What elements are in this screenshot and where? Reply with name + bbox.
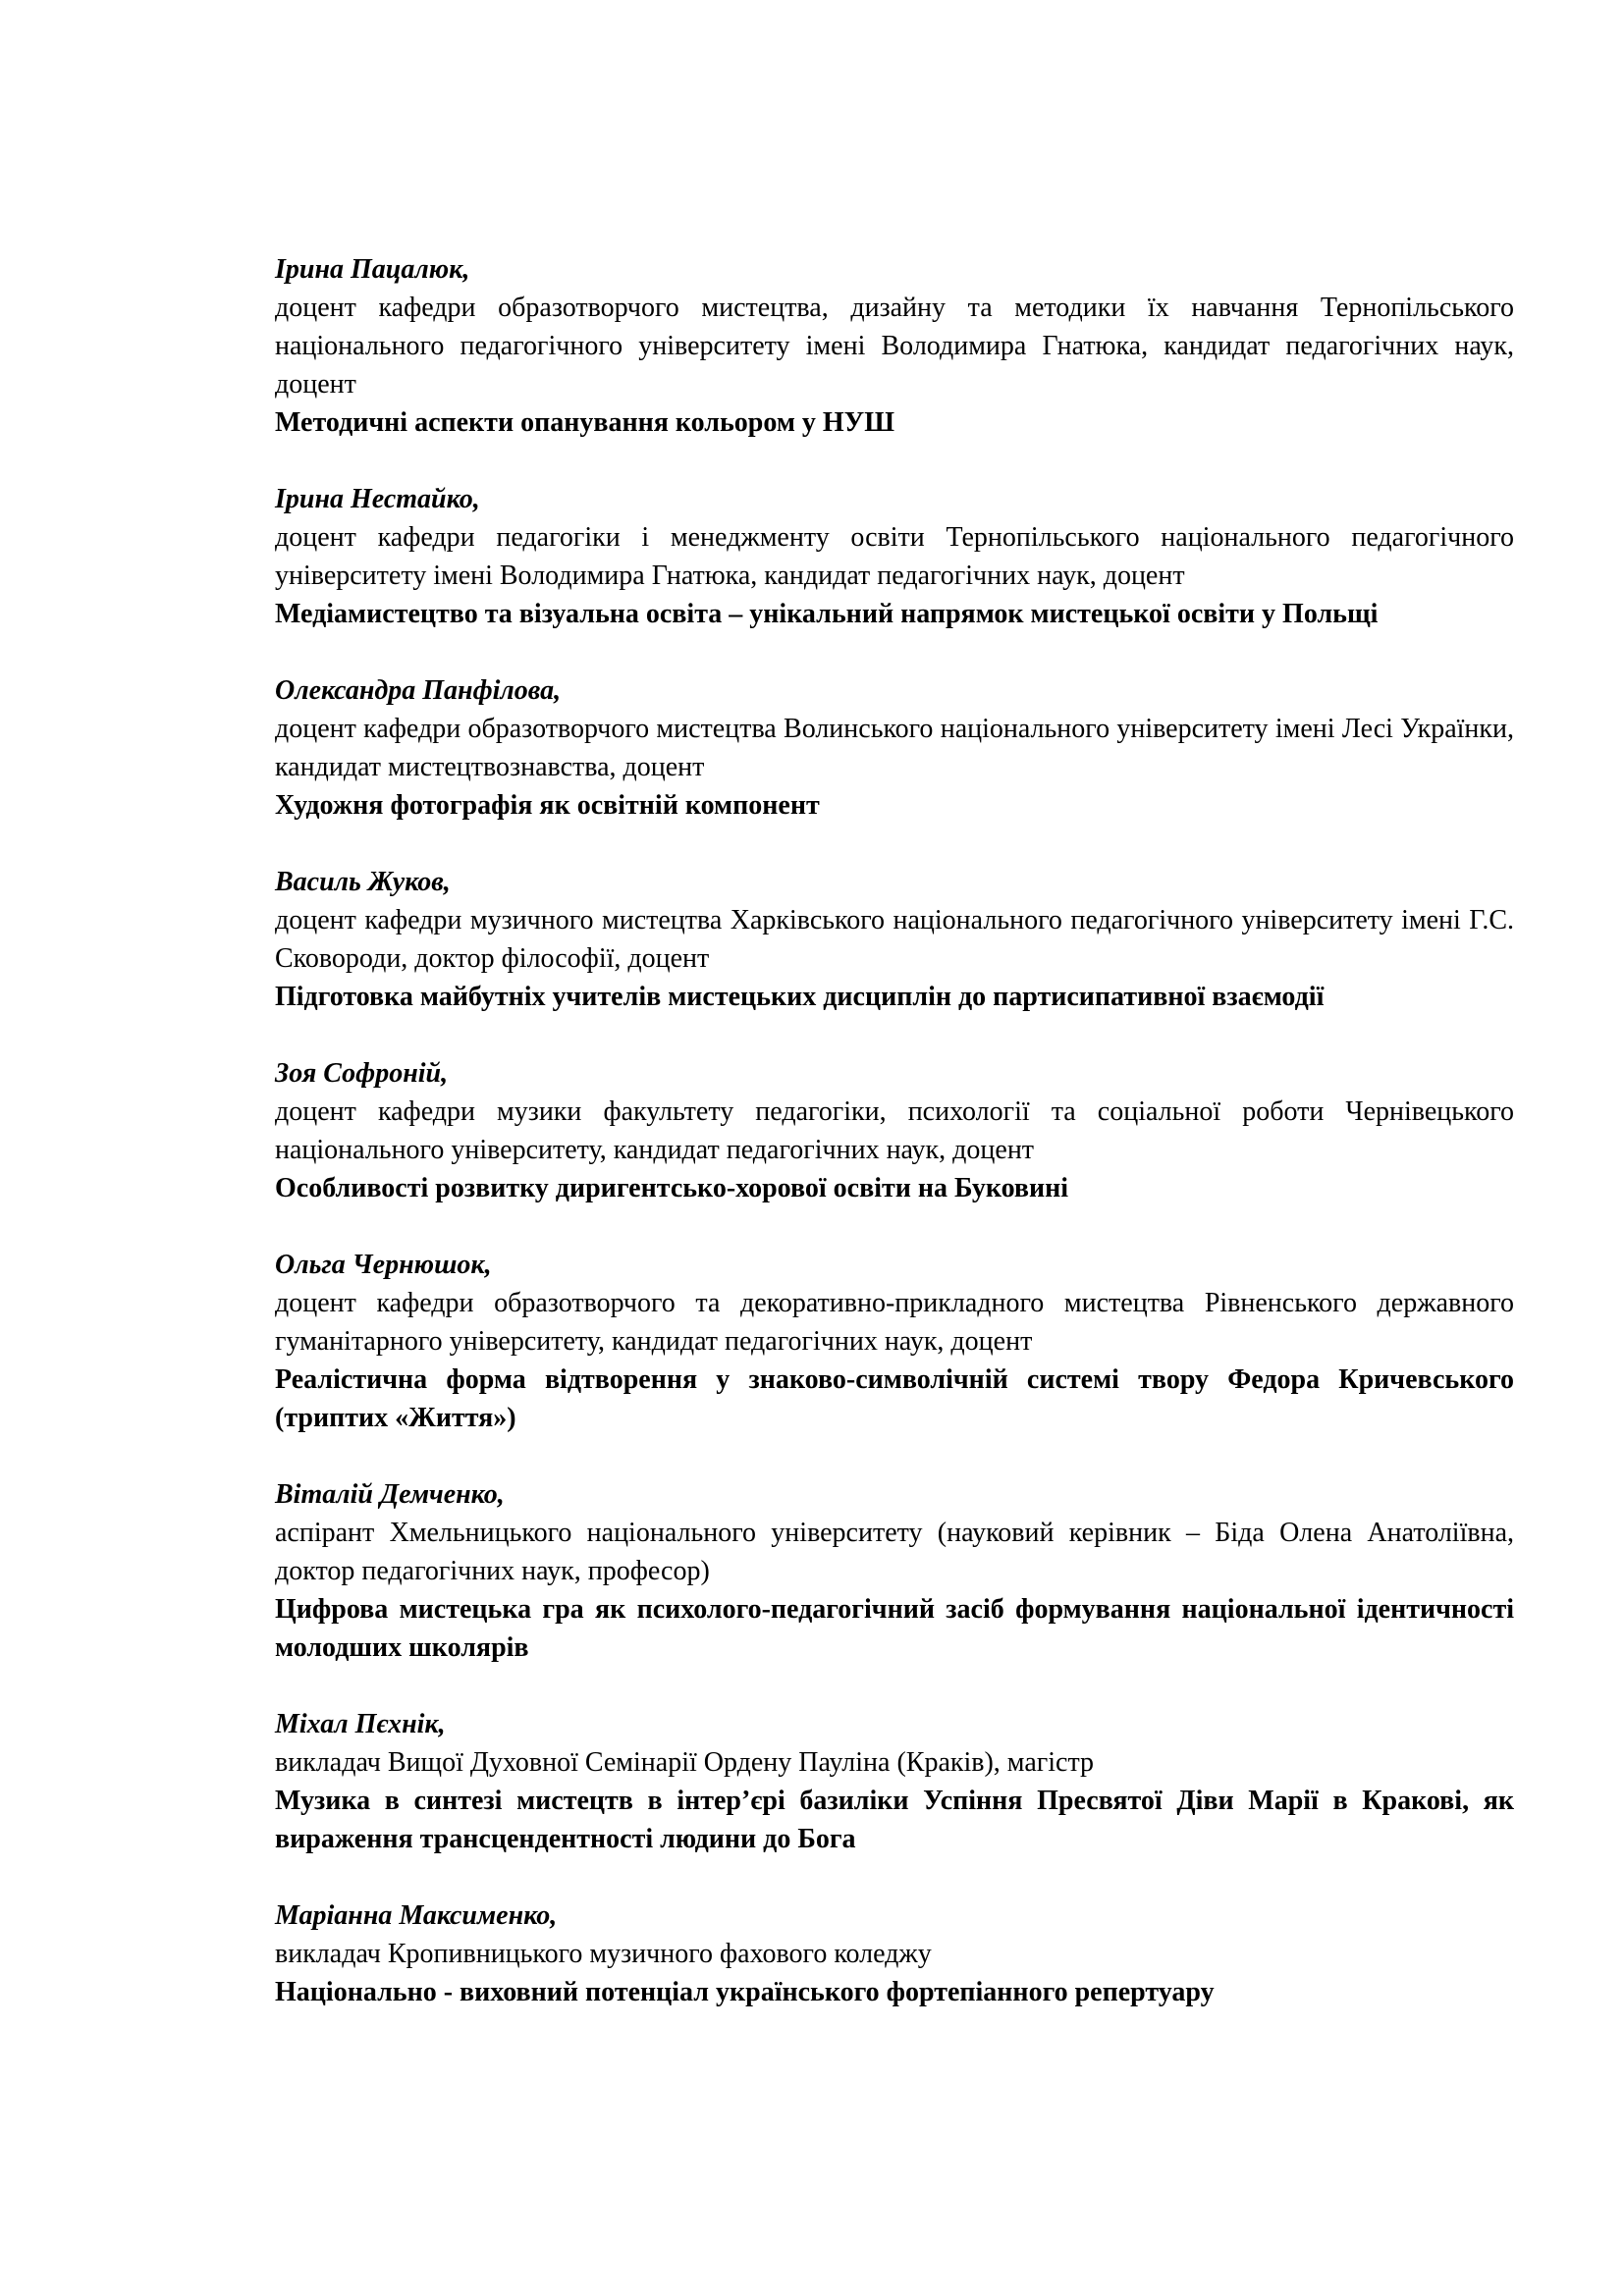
speaker-name: Маріанна Максименко, — [275, 1900, 558, 1931]
speaker-name: Віталій Демченко, — [275, 1479, 505, 1510]
speaker-entry — [275, 1246, 1514, 1437]
talk-topic: Музика в синтезі мистецтв в інтер’єрі базиліки Успіння Пресвятої Діви Марії в Кракові, як вираження трансцендентності людини до Бога — [275, 1786, 1514, 1854]
speaker-affiliation: доцент кафедри музики факультету педагогіки, психології та соціальної роботи Чернівецького національного університету, кандидат педагогічних наук, доцент — [275, 1096, 1514, 1165]
speaker-entry — [275, 250, 1514, 442]
speaker-name: Василь Жуков, — [275, 867, 451, 897]
talk-topic: Особливості розвитку диригентсько-хорової освіти на Буковині — [275, 1173, 1069, 1203]
speaker-entry — [275, 671, 1514, 825]
speaker-entry — [275, 1705, 1514, 1858]
speaker-affiliation: доцент кафедри образотворчого мистецтва, дизайну та методики їх навчання Тернопільського національного педагогічного університету імені Володимира Гнатюка, кандидат педагогічних наук, доцент — [275, 293, 1514, 400]
speaker-name: Міхал Пєхнік, — [275, 1709, 446, 1739]
talk-topic: Цифрова мистецька гра як психолого-педагогічний засіб формування національної ідентичності молодших школярів — [275, 1594, 1514, 1663]
talk-topic: Методичні аспекти опанування кольором у НУШ — [275, 407, 894, 438]
speaker-affiliation: доцент кафедри педагогіки і менеджменту освіти Тернопільського національного педагогічного університету імені Володимира Гнатюка, кандидат педагогічних наук, доцент — [275, 522, 1514, 591]
document-page — [275, 250, 1514, 2050]
speaker-affiliation: доцент кафедри образотворчого та декоративно-прикладного мистецтва Рівненського державного гуманітарного університету, кандидат педагогічних наук, доцент — [275, 1288, 1514, 1357]
speaker-name: Олександра Панфілова, — [275, 675, 562, 706]
talk-topic: Національно - виховний потенціал українського фортепіанного репертуару — [275, 1977, 1215, 2007]
speaker-entry — [275, 1475, 1514, 1667]
speaker-affiliation: аспірант Хмельницького національного університету (науковий керівник – Біда Олена Анатоліївна, доктор педагогічних наук, професор) — [275, 1518, 1514, 1586]
speaker-entry — [275, 863, 1514, 1016]
talk-topic: Художня фотографія як освітній компонент — [275, 790, 820, 821]
speaker-entry — [275, 480, 1514, 633]
speaker-entry — [275, 1054, 1514, 1207]
speaker-name: Зоя Софроній, — [275, 1058, 449, 1089]
speaker-affiliation: викладач Вищої Духовної Семінарії Ордену Пауліна (Краків), магістр — [275, 1747, 1095, 1778]
talk-topic: Медіамистецтво та візуальна освіта – унікальний напрямок мистецької освіти у Польщі — [275, 599, 1379, 629]
speaker-name: Ольга Чернюшок, — [275, 1250, 492, 1280]
speaker-entry — [275, 1896, 1514, 2011]
talk-topic: Підготовка майбутніх учителів мистецьких дисциплін до партисипативної взаємодії — [275, 982, 1325, 1012]
speaker-affiliation: доцент кафедри образотворчого мистецтва Волинського національного університету імені Лесі Українки, кандидат мистецтвознавства, доцент — [275, 714, 1514, 782]
speaker-affiliation: доцент кафедри музичного мистецтва Харківського національного педагогічного університету імені Г.С. Сковороди, доктор філософії, доцент — [275, 905, 1514, 974]
speaker-affiliation: викладач Кропивницького музичного фахового коледжу — [275, 1939, 932, 1969]
speaker-name: Ірина Пацалюк, — [275, 254, 470, 285]
talk-topic: Реалістична форма відтворення у знаково-символічній системі твору Федора Кричевського (триптих «Життя») — [275, 1364, 1514, 1433]
speaker-name: Ірина Нестайко, — [275, 484, 480, 514]
